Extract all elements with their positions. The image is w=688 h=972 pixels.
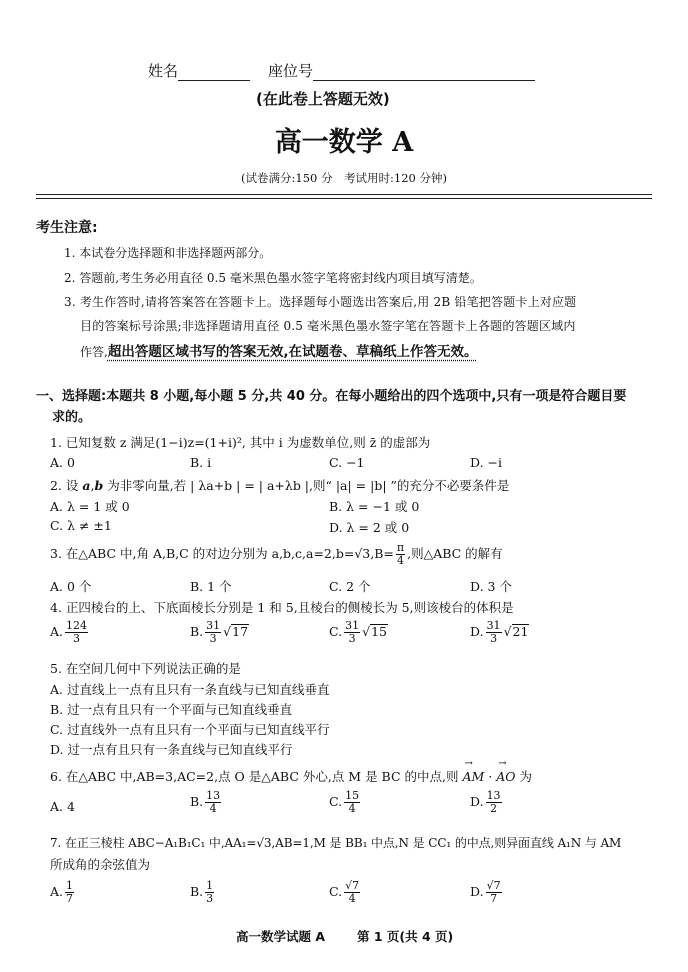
q6-dot: · [484, 769, 497, 784]
q7-b-num: 1 [206, 879, 214, 892]
q4-a-num: 124 [66, 619, 88, 632]
q1-option-d[interactable]: D. −i [470, 455, 502, 470]
footer-subject: 高一数学试题 A [236, 929, 326, 944]
q6-vector-ao: → AO [496, 769, 515, 784]
q1-option-a[interactable]: A. 0 [50, 455, 75, 470]
q2-stem-text-c: , [90, 478, 95, 493]
q6-b-num: 13 [206, 789, 221, 802]
q7-stem-line1: 7. 在正三棱柱 ABC−A₁B₁C₁ 中,AA₁=√3,AB=1,M 是 BB₁ 中点,N 是 CC₁ 的中点,则异面直线 A₁N 与 AM [50, 836, 622, 850]
q2-stem-text-a: 2. 设 [50, 478, 83, 493]
section-heading-line2: 求的。 [52, 410, 92, 425]
q6-b-den: 4 [209, 802, 217, 815]
q4-option-a[interactable] [50, 620, 90, 645]
q2-vector-b: b [94, 478, 104, 493]
instruction-3-prefix: 作答, [80, 345, 108, 359]
footer-page-number: 第 1 页(共 4 页) [357, 929, 454, 944]
q7-a-num: 1 [66, 879, 74, 892]
q6-vector-am: → AM [462, 769, 484, 784]
q1-stem: 1. 已知复数 z 满足(1−i)z=(1+i)², 其中 i 为虚数单位,则 z̄ 的虚部为 [50, 435, 431, 450]
q1-option-c[interactable]: C. −1 [329, 455, 365, 470]
instruction-3-emphasis: 超出答题区域书写的答案无效,在试题卷、草稿纸上作答无效。 [107, 344, 478, 360]
q4-c-num: 31 [345, 619, 360, 632]
name-field [148, 60, 250, 81]
q6-b-label: B. [190, 794, 204, 809]
page-subtitle: (试卷满分:150 分 考试用时:120 分钟) [241, 171, 447, 185]
q4-c-den: 3 [348, 632, 356, 645]
q3-stem-text-a: 3. 在△ABC 中,角 A,B,C 的对边分别为 a,b,c,a=2,b=√3,B= [50, 546, 394, 561]
q4-d-num: 31 [486, 619, 501, 632]
q4-a-label: A. [50, 624, 64, 639]
q2-option-a[interactable]: A. λ = 1 或 0 [50, 499, 130, 514]
instruction-2: 2. 答题前,考生务必用直径 0.5 毫米黑色墨水签字笔将密封线内项目填写清楚。 [64, 271, 482, 285]
q7-stem-line2: 所成角的余弦值为 [50, 857, 151, 872]
q3-fraction [396, 542, 405, 567]
q7-b-label: B. [190, 884, 204, 899]
q6-d-den: 2 [490, 802, 498, 815]
q4-b-den: 3 [209, 632, 217, 645]
q4-c-radicand: 15 [371, 624, 387, 639]
divider-top [36, 194, 652, 195]
q2-stem-text-e: 为非零向量,若 | λa+b | = | a+λb |,则“ |a| = |b| ”的充分不必要条件是 [103, 478, 510, 493]
q3-option-c[interactable]: C. 2 个 [329, 579, 371, 594]
q4-d-den: 3 [490, 632, 498, 645]
q6-d-label: D. [470, 794, 484, 809]
q4-d-label: D. [470, 624, 484, 639]
q7-c-label: C. [329, 884, 343, 899]
instruction-3-line2: 目的答案标号涂黑;非选择题请用直径 0.5 毫米黑色墨水签字笔在答题卡上各题的答题区域内 [80, 319, 576, 333]
instructions-heading: 考生注意: [36, 220, 98, 236]
name-label: 姓名 [148, 62, 179, 80]
q6-stem-text-b: 为 [515, 769, 532, 784]
q1-option-b[interactable]: B. i [190, 455, 212, 470]
q3-frac-den: 4 [396, 554, 404, 567]
q7-a-label: A. [50, 884, 64, 899]
q3-stem-text-b: ,则△ABC 的解有 [407, 546, 503, 561]
q5-option-a[interactable]: A. 过直线上一点有且只有一条直线与已知直线垂直 [50, 682, 330, 697]
q2-stem [50, 476, 509, 494]
q5-stem: 5. 在空间几何中下列说法正确的是 [50, 661, 241, 676]
q6-c-num: 15 [345, 789, 360, 802]
q6-option-a[interactable]: A. 4 [50, 799, 75, 814]
q6-c-den: 4 [348, 802, 356, 815]
section-heading-line1: 一、选择题:本题共 8 小题,每小题 5 分,共 40 分。在每小题给出的四个选项中,只有一项是符合题目要 [36, 389, 627, 404]
q4-b-radicand: 17 [232, 624, 249, 639]
q7-option-d[interactable] [470, 880, 504, 905]
q5-option-b[interactable]: B. 过一点有且只有一个平面与已知直线垂直 [50, 702, 293, 717]
q4-stem: 4. 正四棱台的上、下底面棱长分别是 1 和 5,且棱台的侧棱长为 5,则该棱台的体积是 [50, 600, 514, 615]
q3-option-a[interactable]: A. 0 个 [50, 579, 92, 594]
q3-option-b[interactable]: B. 1 个 [190, 579, 232, 594]
q7-option-b[interactable] [190, 880, 216, 905]
q5-option-d[interactable]: D. 过一点有且只有一条直线与已知直线平行 [50, 742, 293, 757]
q7-a-den: 7 [66, 892, 74, 905]
q4-c-label: C. [329, 624, 343, 639]
q7-d-num: √7 [486, 879, 501, 892]
q2-option-d[interactable]: D. λ = 2 或 0 [329, 520, 410, 535]
q7-c-num: √7 [345, 879, 360, 892]
q6-option-d[interactable] [470, 790, 504, 815]
q2-option-b[interactable]: B. λ = −1 或 0 [329, 499, 420, 514]
q6-option-c[interactable] [329, 790, 362, 815]
q2-vector-a: a [82, 478, 91, 493]
q4-option-d[interactable]: D. $\frac{31}{3}$ √21 [470, 619, 529, 645]
divider-bottom [36, 198, 652, 199]
q7-b-den: 3 [206, 892, 214, 905]
instruction-3-line3 [80, 340, 477, 360]
q3-option-d[interactable]: D. 3 个 [470, 579, 512, 594]
name-blank[interactable] [178, 66, 250, 81]
q7-option-a[interactable] [50, 880, 76, 905]
q6-c-label: C. [329, 794, 343, 809]
q7-d-label: D. [470, 884, 484, 899]
seat-field [268, 60, 535, 81]
instruction-3-line1: 3. 考生作答时,请将答案答在答题卡上。选择题每小题选出答案后,用 2B 铅笔把答题卡上对应题 [64, 295, 577, 309]
q4-d-radicand: 21 [512, 624, 529, 639]
q5-option-c[interactable]: C. 过直线外一点有且只有一个平面与已知直线平行 [50, 722, 330, 737]
page-title: 高一数学 A [274, 127, 414, 158]
q6-option-b[interactable] [190, 790, 223, 815]
q3-frac-num: π [396, 541, 405, 554]
q6-d-num: 13 [486, 789, 501, 802]
q6-stem [50, 767, 532, 785]
exam-notice: (在此卷上答题无效) [256, 90, 390, 108]
q4-option-c[interactable]: C. $\frac{31}{3}$ √15 [329, 619, 387, 645]
q7-c-den: 4 [348, 892, 356, 905]
q4-option-b[interactable]: B. $\frac{31}{3}$ √17 [190, 619, 249, 645]
q3-stem [50, 542, 503, 567]
q6-stem-text-a: 6. 在△ABC 中,AB=3,AC=2,点 O 是△ABC 外心,点 M 是 BC 的中点,则 [50, 769, 463, 784]
q4-b-num: 31 [206, 619, 221, 632]
seat-blank[interactable] [313, 66, 535, 81]
q7-d-den: 7 [490, 892, 498, 905]
q2-option-c[interactable]: C. λ ≠ ±1 [50, 518, 112, 533]
seat-label: 座位号 [268, 62, 314, 80]
instruction-1: 1. 本试卷分选择题和非选择题两部分。 [64, 246, 272, 260]
q4-a-den: 3 [73, 632, 81, 645]
q7-option-c[interactable] [329, 880, 362, 905]
q4-b-label: B. [190, 624, 204, 639]
